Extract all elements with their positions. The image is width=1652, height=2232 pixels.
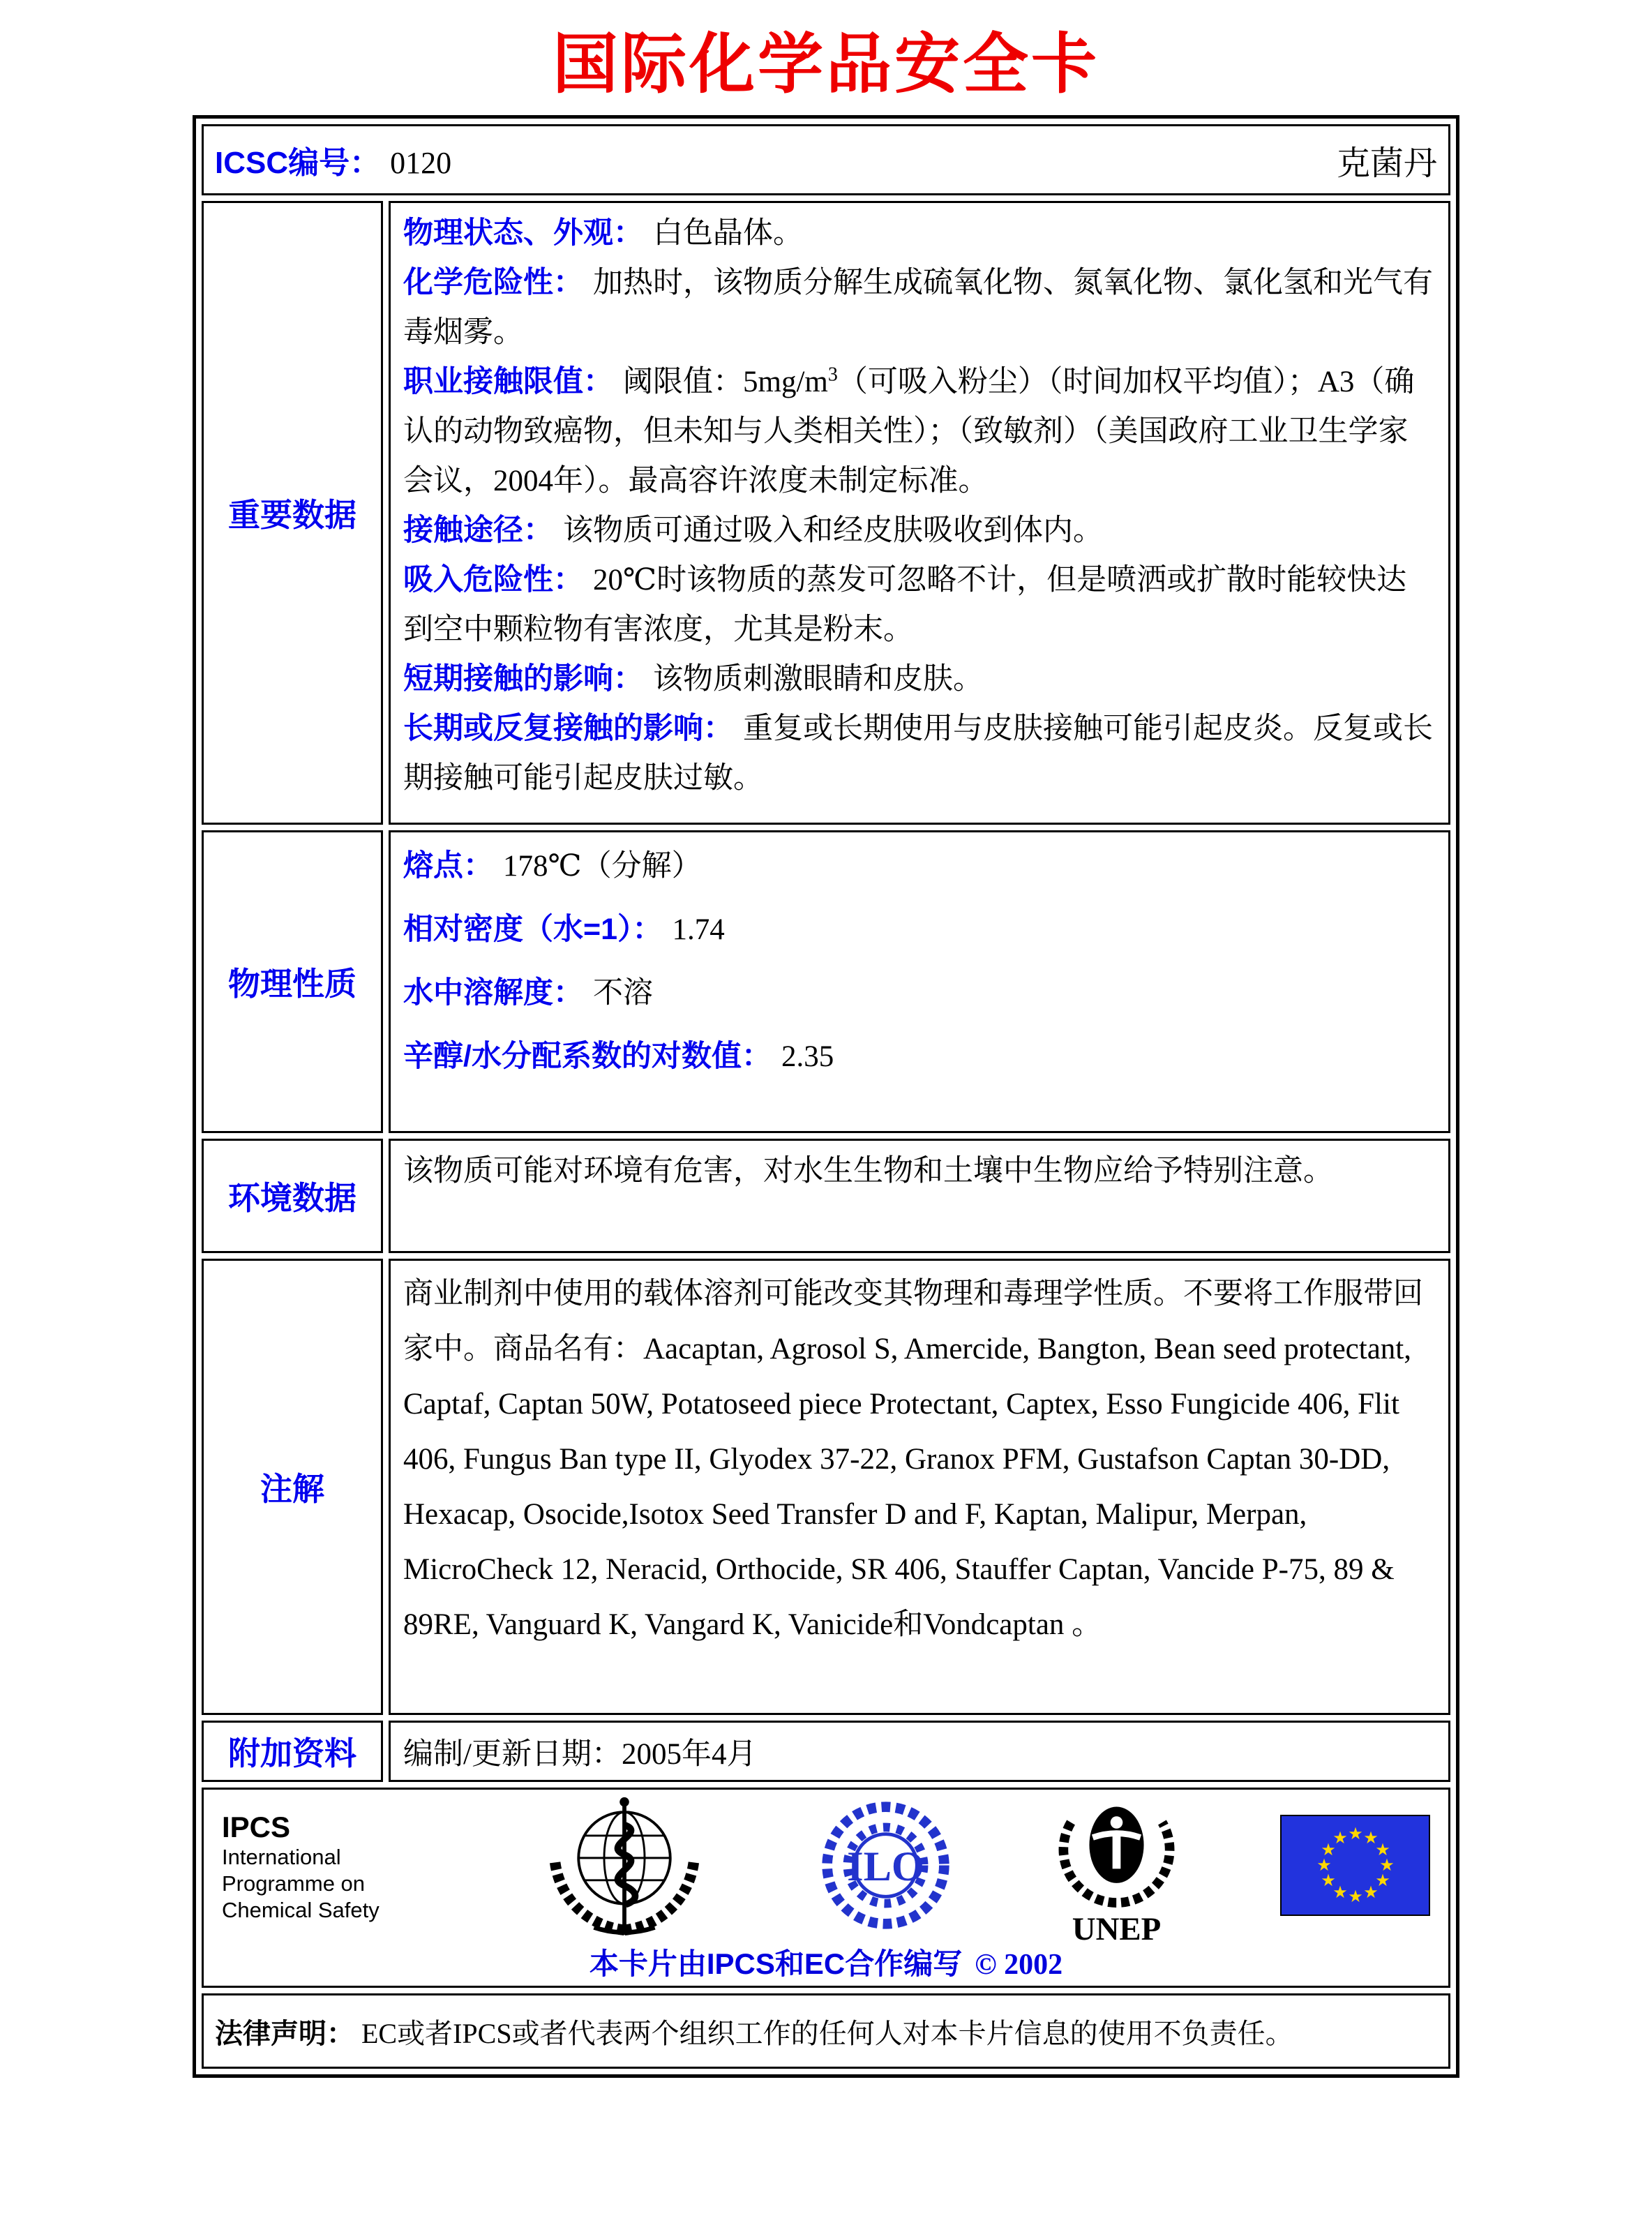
legal-text: EC或者IPCS或者代表两个组织工作的任何人对本卡片信息的使用不负责任。 xyxy=(361,2017,1293,2049)
item-chemical-danger xyxy=(403,258,1436,357)
section-row-physical xyxy=(202,830,1450,1133)
header-cell xyxy=(202,124,1450,195)
ipcs-subtitle-line: International xyxy=(222,1844,341,1869)
icsc-card-table xyxy=(193,115,1459,2078)
field-label: 接触途径： xyxy=(403,514,553,547)
section-content-environment xyxy=(389,1139,1450,1253)
field-label: 化学危险性： xyxy=(403,266,583,299)
field-value: 不溶 xyxy=(593,977,653,1010)
section-row-additional xyxy=(202,1721,1450,1782)
environment-text: 该物质可能对环境有危害，对水生生物和土壤中生物应给予特别注意。 xyxy=(403,1155,1333,1188)
field-label: 相对密度（水=1）： xyxy=(403,913,663,946)
legal-cell xyxy=(202,1993,1450,2069)
field-value: 1.74 xyxy=(672,913,725,946)
section-label-physical: 物理性质 xyxy=(202,830,383,1133)
section-content-notes xyxy=(389,1259,1450,1715)
section-content-additional xyxy=(389,1721,1450,1782)
section-row-environment xyxy=(202,1139,1450,1253)
section-label-notes: 注解 xyxy=(202,1259,383,1715)
ipcs-subtitle-line: Chemical Safety xyxy=(222,1897,380,1922)
page-title: 国际化学品安全卡 xyxy=(552,27,1099,100)
ipcs-title: IPCS xyxy=(222,1810,291,1843)
field-value: （可吸入粉尘）（时间加权平均值）；A3（确认的动物致癌物，但未知与人类相关性）；（致敏剂）（美国政府工业卫生学家会议，2004年）。最高容许浓度未制定标准。 xyxy=(403,366,1415,497)
section-content-important xyxy=(389,201,1450,825)
item-physical-state xyxy=(403,209,1436,258)
legal-label: 法律声明： xyxy=(215,2018,354,2049)
field-value: 白色晶体。 xyxy=(653,217,803,250)
footer-logos-row xyxy=(202,1788,1450,1988)
field-label: 辛醇/水分配系数的对数值： xyxy=(403,1040,772,1073)
field-value: 该物质可通过吸入和经皮肤吸收到体内。 xyxy=(563,514,1103,547)
field-value: 该物质刺激眼睛和皮肤。 xyxy=(653,663,983,696)
item-short-term-effects xyxy=(403,654,1436,704)
svg-text:★: ★ xyxy=(1375,1871,1390,1890)
who-logo-icon xyxy=(523,1794,726,1940)
item-exposure-limit xyxy=(403,357,1436,506)
svg-text:★: ★ xyxy=(1348,1825,1363,1843)
item-exposure-routes xyxy=(403,506,1436,555)
icsc-number-group xyxy=(215,137,451,182)
field-label: 职业接触限值： xyxy=(403,365,613,398)
field-label: 短期接触的影响： xyxy=(403,662,643,696)
eu-flag-icon xyxy=(1280,1815,1430,1919)
field-value: 20℃时该物质的蒸发可忽略不计，但是喷洒或扩散时能较快达到空中颗粒物有害浓度，尤其是粉末。 xyxy=(403,564,1407,646)
svg-text:★: ★ xyxy=(1375,1841,1390,1859)
icsc-number-label: ICSC编号： xyxy=(215,146,381,180)
field-value: 重复或长期使用与皮肤接触可能引起皮炎。反复或长期接触可能引起皮肤过敏。 xyxy=(403,712,1433,795)
section-row-important xyxy=(202,201,1450,825)
svg-text:★: ★ xyxy=(1379,1856,1395,1875)
field-label: 物理状态、外观： xyxy=(403,216,643,250)
legal-row xyxy=(202,1993,1450,2069)
update-date-text: 编制/更新日期：2005年4月 xyxy=(403,1737,757,1771)
field-value: 加热时，该物质分解生成硫氧化物、氮氧化物、氯化氢和光气有毒烟雾。 xyxy=(403,267,1433,349)
svg-text:★: ★ xyxy=(1332,1883,1348,1902)
ilo-logo-icon xyxy=(818,1797,954,1937)
svg-text:UNEP: UNEP xyxy=(1072,1910,1162,1944)
cooperation-caption xyxy=(222,1941,1430,1983)
notes-text: 商业制剂中使用的载体溶剂可能改变其物理和毒理学性质。不要将工作服带回家中。商品名有：Aacaptan, Agrosol S, Amercide, Bangton, Bean seed protectant, Captaf, Captan 50W, Potatoseed piece Protectant, Captex, Esso Fungicide 406, Flit 406, Fungus Ban type II, Glyodex 37-22, Granox PFM, Gustafson Captan 30-DD, Hexacap, Osocide,Isotox Seed Transfer D and F, Kaptan, Malipur, Merpan, MicroCheck 12, Neracid, Orthocide, SR 406, Stauffer Captan, Vancide P-75, 89 & 89RE, Vanguard K, Vangard K, Vanicide和Vondcaptan 。 xyxy=(403,1278,1423,1641)
section-label-additional: 附加资料 xyxy=(202,1721,383,1782)
section-row-notes xyxy=(202,1259,1450,1715)
item-relative-density xyxy=(403,901,1436,958)
cooperation-text: 本卡片由IPCS和EC合作编写 xyxy=(589,1947,963,1980)
item-water-solubility xyxy=(403,965,1436,1021)
item-long-term-effects xyxy=(403,704,1436,803)
footer-logos-cell xyxy=(202,1788,1450,1988)
field-label: 水中溶解度： xyxy=(403,976,583,1010)
chemical-name: 克菌丹 xyxy=(1336,144,1437,182)
ipcs-subtitle-line: Programme on xyxy=(222,1871,366,1896)
field-value: 阈限值：5mg/m xyxy=(623,366,828,398)
unep-logo-icon xyxy=(1045,1787,1188,1947)
svg-text:★: ★ xyxy=(1348,1887,1363,1906)
header-row xyxy=(202,124,1450,195)
section-label-important: 重要数据 xyxy=(202,201,383,825)
field-label: 熔点： xyxy=(403,849,493,883)
copyright-text: © 2002 xyxy=(975,1949,1063,1981)
icsc-number-value: 0120 xyxy=(390,146,452,180)
section-content-physical xyxy=(389,830,1450,1133)
svg-text:★: ★ xyxy=(1321,1841,1336,1859)
field-value: 2.35 xyxy=(781,1040,834,1073)
field-label: 吸入危险性： xyxy=(403,563,583,597)
superscript: 3 xyxy=(827,364,838,386)
field-label: 长期或反复接触的影响： xyxy=(403,712,733,745)
field-value: 178℃（分解） xyxy=(503,850,702,883)
item-log-pow xyxy=(403,1028,1436,1085)
svg-text:★: ★ xyxy=(1316,1856,1332,1875)
section-label-environment: 环境数据 xyxy=(202,1139,383,1253)
svg-text:★: ★ xyxy=(1363,1829,1379,1848)
svg-text:★: ★ xyxy=(1321,1871,1336,1890)
item-inhalation-risk xyxy=(403,555,1436,654)
svg-text:ILO: ILO xyxy=(846,1843,924,1890)
item-melting-point xyxy=(403,838,1436,894)
svg-text:★: ★ xyxy=(1363,1883,1379,1902)
svg-text:★: ★ xyxy=(1332,1829,1348,1848)
ipcs-text-block xyxy=(222,1811,431,1924)
